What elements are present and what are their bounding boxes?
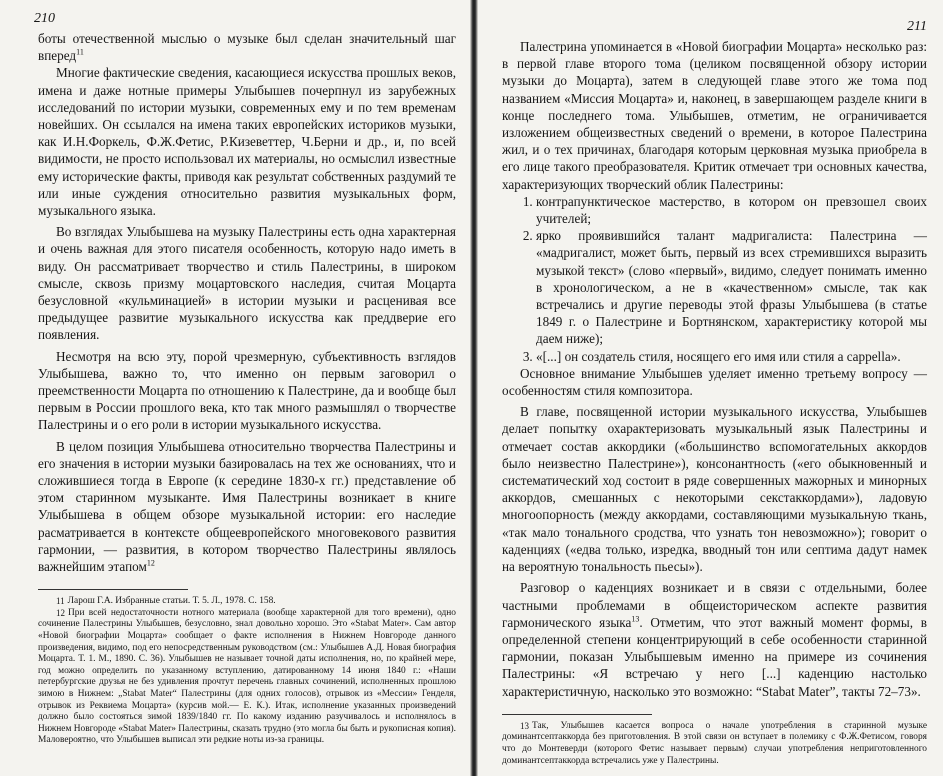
list-item: 3. «[...] он создатель стиля, носящего его имя или стиля a cappella». [536, 348, 927, 365]
footnote-divider-right [502, 714, 652, 715]
left-paragraph-5: В целом позиция Улыбышева относительно творчества Палестрины и его значения в истории музыки базировалась на тех же основаниях, что и сложившиеся тогда в Европе (к середине 1830-х гг.) представление об этом старинном музыканте. Имя Палестрины возникает в книге Улыбышева в общем обзоре музыкальной истории: его наследие расматривается в контексте общеевропейского многовекового развития гармонии, — развития, в котором творчество Палестрины являлось важнейшим этапом$^{12}$ [38, 438, 456, 575]
right-paragraph-2: Основное внимание Улыбышев уделяет именно третьему вопросу — особенностям стиля композитора. [502, 365, 927, 399]
left-paragraph-2: Многие фактические сведения, касающиеся искусства прошлых веков, имена и даже нотные примеры Улыбышев почерпнул из зарубежных исследований по истории музыки, современных ему и по тем временам новейших. Он ссылался на имена таких европейских историков музыки, как И.Н.Форкель, Ф.Ж.Фетис, Р.Кизеветтер, Ч.Берни и др., и, по всей видимости, не просто использовал их материалы, но осмыслил известные ему исторические факты, приводя как результат собственных раздумий те или иные суждения относительно развития музыкальных форм, музыкального языка. [38, 65, 456, 219]
footnote-mark-13: 13 [631, 614, 640, 624]
right-paragraph-3: В главе, посвященной истории музыкального искусства, Улыбышев делает попытку охарактеризовать музыкальный язык Палестрины и отмечает состав аккордики («большинство вспомогательных аккордов было неизвестно Палестрине»), консонантность («его обыкновенный и систематический ход состоит в ряде совершенных мажорных и минорных аккордов, смешанных с некоторыми секстаккордами»), ладовую многоопорность (между аккордами, составляющими музыкальную ткань, «так мало тонального сродства, что узнать тон невозможно»); говорит о каденциях («едва только, изредка, вводный тон или септима дадут намек на вероятную тональность пьесы»). [502, 404, 927, 575]
page-number-left: 210 [34, 11, 55, 26]
left-paragraph-1: боты отечественной мыслью о музыке был сделан значительный шаг вперед$^{11}$ [38, 31, 456, 64]
right-page [478, 0, 943, 776]
right-paragraph-1: Палестрина упоминается в «Новой биографии Моцарта» несколько раз: в первой главе второго тома (целиком посвященной обзору истории музыки до Моцарта), затем в следующей главе этого же тома под названием «Миссия Моцарта» и, наконец, в завершающем разделе книги в конце последнего тома. Улыбышев, отметим, не ограничивается изложением общеизвестных сведений о времени, в которое Палестрина жил, и о тех причинах, благодаря которым церковная музыка приобрела в его лице такого преобразователя. Критик отмечает три основных качества, характеризующих творческий облик Палестрины: [502, 39, 927, 192]
list-item: 1. контрапунктическое мастерство, в котором он превзошел своих учителей; [536, 193, 927, 227]
left-paragraph-3: Во взглядах Улыбышева на музыку Палестрины есть одна характерная и очень важная для этого писателя особенность, которую надо иметь в виду. Он рассматривает творчество и стиль Палестрины, в широком смысле, сквозь призму моцартовского наследия, считая Моцарта безусловной «кульминацией» в истории музыки и расценивая все предыдущее развитие музыкального искусства как преддверие его появления. [38, 224, 456, 343]
footnote-mark-12: 12 [146, 558, 155, 568]
footnote-13: 13 Так, Улыбышев касается вопроса о начале употребления в старинной музыке доминантсептаккорда без приготовления. В этой связи он вступает в полемику с Ф.Ж.Фетисом, говоря что до Монтеверди (которого Фетис называет первым) случаи употребления неприготовленного доминантсептаккорда встречались уже у Палестрины. [502, 720, 927, 766]
left-page [0, 0, 470, 776]
footnote-12: 12 При всей недостаточности нотного материала (вообще характерной для того времени), одно сочинение Палестрины Улыбышев, безусловно, знал довольно хорошо. Это «Stabat Mater». Сам автор «Новой биографии Моцарта» сообщает о факте исполнения в Нижнем Новгороде данного произведения, видимо, под его непосредственным руководством (см.: Улыбышев А.Д. Новая биография Моцарта. Т. 1. М., 1890. С. 36). Улыбышев не называет точной даты исполнения, но, по крайней мере, год можно определить по указанному вступлению, датированному 14 июня 1840 г.: «Наши петербургские друзья не без удивления прочтут перечень главных сочинений, исполненных прошлою зимою в Нижнем: „Stabat Mater“ Палестрины (для одних голосов), отрывок из «Мессии» Генделя, отрывок из Реквиема Моцарта» (курсив мой.— Е. К.). Итак, исполнение указанных произведений должно было состояться зимой 1839/1840 гг. По какому изданию разучивалось и исполнялось в Нижнем Новгороде «Stabat Mater» Палестрины, сказать трудно (это могла бы быть и рукописная копия). Маловероятно, что Улыбышев выписал эти редкие ноты из-за границы. [38, 607, 456, 746]
page-number-right: 211 [907, 19, 927, 34]
left-paragraph-4: Несмотря на всю эту, порой чрезмерную, субъективность взглядов Улыбышева, важно то, что именно он первым заговорил о преемственности Моцарта по отношению к Палестрине, да и вообще был первым в России прошлого века, кто так много размышлял о творчестве Палестрины и о его роли в истории музыкального искусства. [38, 348, 456, 433]
book-spine [470, 0, 478, 776]
qualities-list [502, 193, 927, 365]
footnote-mark-11: 11 [76, 47, 84, 57]
right-paragraph-4: Разговор о каденциях возникает и в связи с отдельными, более частными проблемами в общеисторическом аспекте развития гармонического языка$^{13}$. Отметим, что этот важный момент формы, в определенной степени концентрирующий в себе особенности старинной гармонии, показан Улыбышевым именно на примере из сочинения Палестрины: «Я встречаю у него [...] каденцию настолько характеристичную, насколько это возможно: “Stabat Mater”, такты 72–73». [502, 580, 928, 699]
footnote-divider-left [38, 589, 188, 590]
footnote-11: 11 Ларош Г.А. Избранные статьи. Т. 5. Л., 1978. С. 158. [56, 596, 276, 607]
list-item: 2. ярко проявившийся талант мадригалиста: Палестрина — «мадригалист, может быть, первый из всех стремившихся выразить музыкой текст» (слово «первый», видимо, следует понимать именно в хронологическом, а не в «качественном» смысле, так как встречались и другие переводы этой фразы Улыбышева (в статье 1849 г. о Палестрине и Бортнянском, характеристику которой мы даем ниже); [536, 227, 927, 347]
